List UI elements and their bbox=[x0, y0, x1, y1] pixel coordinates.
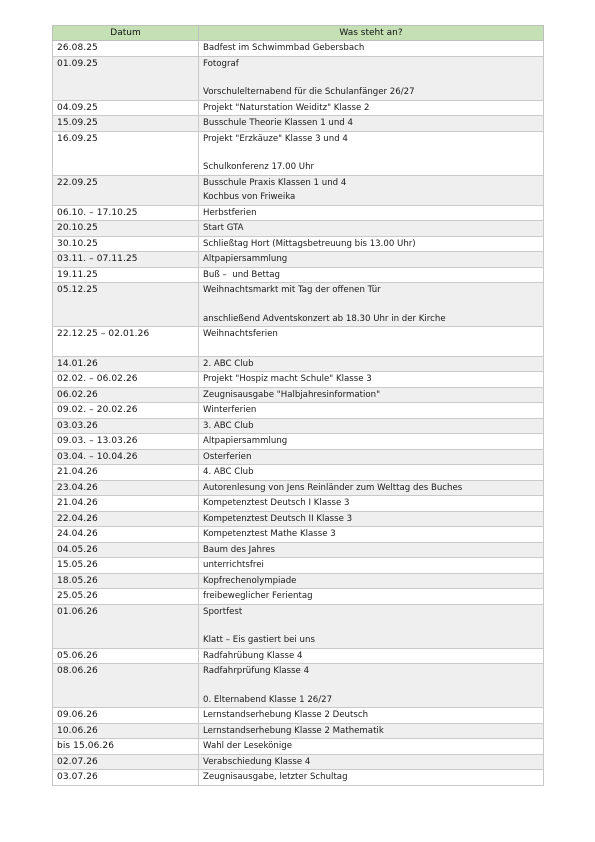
event-line: 3. ABC Club bbox=[203, 420, 254, 431]
event-line-spacer bbox=[203, 619, 539, 633]
event-line-spacer bbox=[203, 146, 539, 160]
event-cell bbox=[199, 465, 544, 481]
event-cell bbox=[199, 770, 544, 786]
event-line: Projekt "Erzkäuze" Klasse 3 und 4 bbox=[203, 133, 348, 144]
date-cell: 06.02.26 bbox=[53, 387, 199, 403]
event-cell bbox=[199, 100, 544, 116]
table-row bbox=[53, 131, 544, 175]
event-line: anschließend Adventskonzert ab 18.30 Uhr in der Kirche bbox=[203, 313, 446, 324]
event-line: Lernstandserhebung Klasse 2 Mathematik bbox=[203, 725, 384, 736]
date-cell: 18.05.26 bbox=[53, 573, 199, 589]
event-cell bbox=[199, 542, 544, 558]
schedule-body bbox=[53, 41, 544, 786]
date-cell: 02.07.26 bbox=[53, 754, 199, 770]
table-row bbox=[53, 542, 544, 558]
date-cell: 01.09.25 bbox=[53, 56, 199, 100]
date-cell: 09.06.26 bbox=[53, 708, 199, 724]
event-cell bbox=[199, 449, 544, 465]
event-cell bbox=[199, 664, 544, 708]
event-line: Zeugnisausgabe "Halbjahresinformation" bbox=[203, 389, 381, 400]
event-cell bbox=[199, 327, 544, 357]
table-row bbox=[53, 327, 544, 357]
table-row bbox=[53, 573, 544, 589]
event-line-spacer bbox=[203, 679, 539, 693]
event-cell bbox=[199, 739, 544, 755]
event-line: Fotograf bbox=[203, 58, 239, 69]
table-row bbox=[53, 754, 544, 770]
date-cell: 03.04. – 10.04.26 bbox=[53, 449, 199, 465]
date-cell: 21.04.26 bbox=[53, 496, 199, 512]
event-cell bbox=[199, 131, 544, 175]
event-line: Weihnachtsferien bbox=[203, 329, 278, 339]
table-row bbox=[53, 527, 544, 543]
event-line-spacer bbox=[203, 71, 539, 85]
table-row bbox=[53, 434, 544, 450]
table-row bbox=[53, 205, 544, 221]
event-line: Radfahrprüfung Klasse 4 bbox=[203, 666, 310, 676]
event-line-spacer bbox=[203, 342, 539, 356]
date-cell: 22.09.25 bbox=[53, 175, 199, 205]
event-cell bbox=[199, 527, 544, 543]
event-line: 4. ABC Club bbox=[203, 467, 254, 477]
event-cell bbox=[199, 175, 544, 205]
table-row bbox=[53, 356, 544, 372]
date-cell: 09.03. – 13.03.26 bbox=[53, 434, 199, 450]
table-row bbox=[53, 221, 544, 237]
event-line: Kompetenztest Deutsch I Klasse 3 bbox=[203, 498, 350, 508]
event-cell bbox=[199, 283, 544, 327]
event-line: Busschule Praxis Klassen 1 und 4 bbox=[203, 177, 347, 188]
date-cell: 23.04.26 bbox=[53, 480, 199, 496]
table-row bbox=[53, 116, 544, 132]
event-line: Baum des Jahres bbox=[203, 544, 276, 555]
event-cell bbox=[199, 434, 544, 450]
event-line: freibeweglicher Ferientag bbox=[203, 591, 313, 601]
date-cell: 16.09.25 bbox=[53, 131, 199, 175]
table-row bbox=[53, 403, 544, 419]
event-line: 2. ABC Club bbox=[203, 358, 254, 369]
event-line: Autorenlesung von Jens Reinländer zum Welttag des Buches bbox=[203, 482, 463, 493]
event-line: Lernstandserhebung Klasse 2 Deutsch bbox=[203, 710, 369, 720]
date-cell: 15.05.26 bbox=[53, 558, 199, 574]
table-row bbox=[53, 465, 544, 481]
date-cell: 05.12.25 bbox=[53, 283, 199, 327]
event-line: 0. Elternabend Klasse 1 26/27 bbox=[203, 694, 333, 705]
table-row bbox=[53, 739, 544, 755]
event-cell bbox=[199, 648, 544, 664]
date-cell: 05.06.26 bbox=[53, 648, 199, 664]
date-cell: 01.06.26 bbox=[53, 604, 199, 648]
event-line: Kochbus von Friweika bbox=[203, 192, 296, 202]
event-cell bbox=[199, 372, 544, 388]
event-cell bbox=[199, 418, 544, 434]
table-row bbox=[53, 267, 544, 283]
date-cell: 03.03.26 bbox=[53, 418, 199, 434]
table-row bbox=[53, 56, 544, 100]
table-row bbox=[53, 770, 544, 786]
date-cell: 30.10.25 bbox=[53, 236, 199, 252]
event-line: Buß – und Bettag bbox=[203, 269, 280, 280]
date-cell: 14.01.26 bbox=[53, 356, 199, 372]
table-row bbox=[53, 449, 544, 465]
table-row bbox=[53, 708, 544, 724]
date-cell: 02.02. – 06.02.26 bbox=[53, 372, 199, 388]
event-cell bbox=[199, 589, 544, 605]
table-row bbox=[53, 604, 544, 648]
table-row bbox=[53, 511, 544, 527]
event-line: Osterferien bbox=[203, 451, 252, 462]
event-line: Altpapiersammlung bbox=[203, 436, 288, 446]
event-cell bbox=[199, 496, 544, 512]
date-cell: 26.08.25 bbox=[53, 41, 199, 57]
table-row bbox=[53, 496, 544, 512]
table-row bbox=[53, 558, 544, 574]
table-row bbox=[53, 252, 544, 268]
date-cell: 04.09.25 bbox=[53, 100, 199, 116]
event-line: Verabschiedung Klasse 4 bbox=[203, 756, 311, 767]
event-line: Altpapiersammlung bbox=[203, 254, 288, 264]
table-row bbox=[53, 723, 544, 739]
event-line: Projekt "Naturstation Weiditz" Klasse 2 bbox=[203, 102, 370, 113]
event-cell bbox=[199, 573, 544, 589]
event-cell bbox=[199, 558, 544, 574]
header-event: Was steht an? bbox=[199, 26, 544, 41]
table-row bbox=[53, 283, 544, 327]
event-cell bbox=[199, 236, 544, 252]
event-line: Projekt "Hospiz macht Schule" Klasse 3 bbox=[203, 374, 372, 384]
event-line: Sportfest bbox=[203, 606, 243, 617]
event-cell bbox=[199, 356, 544, 372]
event-cell bbox=[199, 41, 544, 57]
event-cell bbox=[199, 511, 544, 527]
table-row bbox=[53, 236, 544, 252]
table-header-row bbox=[53, 26, 544, 41]
date-cell: 19.11.25 bbox=[53, 267, 199, 283]
event-line: unterrichtsfrei bbox=[203, 560, 264, 570]
event-line: Zeugnisausgabe, letzter Schultag bbox=[203, 772, 348, 782]
event-cell bbox=[199, 403, 544, 419]
date-cell: 22.12.25 – 02.01.26 bbox=[53, 327, 199, 357]
table-row bbox=[53, 41, 544, 57]
table-row bbox=[53, 100, 544, 116]
event-cell bbox=[199, 708, 544, 724]
date-cell: 03.07.26 bbox=[53, 770, 199, 786]
date-cell: 25.05.26 bbox=[53, 589, 199, 605]
date-cell: 24.04.26 bbox=[53, 527, 199, 543]
date-cell: 22.04.26 bbox=[53, 511, 199, 527]
date-cell: 20.10.25 bbox=[53, 221, 199, 237]
table-row bbox=[53, 664, 544, 708]
event-cell bbox=[199, 723, 544, 739]
table-row bbox=[53, 589, 544, 605]
event-cell bbox=[199, 221, 544, 237]
event-line: Klatt – Eis gastiert bei uns bbox=[203, 635, 315, 645]
event-cell bbox=[199, 754, 544, 770]
event-cell bbox=[199, 116, 544, 132]
event-line: Herbstferien bbox=[203, 207, 257, 218]
event-line: Start GTA bbox=[203, 223, 244, 233]
event-cell bbox=[199, 387, 544, 403]
event-line: Weihnachtsmarkt mit Tag der offenen Tür bbox=[203, 285, 381, 295]
event-line: Schließtag Hort (Mittagsbetreuung bis 13.00 Uhr) bbox=[203, 238, 416, 249]
table-row bbox=[53, 387, 544, 403]
event-line: Badfest im Schwimmbad Gebersbach bbox=[203, 43, 365, 53]
event-cell bbox=[199, 604, 544, 648]
event-cell bbox=[199, 267, 544, 283]
date-cell: 06.10. – 17.10.25 bbox=[53, 205, 199, 221]
date-cell: 04.05.26 bbox=[53, 542, 199, 558]
table-row bbox=[53, 480, 544, 496]
table-row bbox=[53, 648, 544, 664]
event-line: Kompetenztest Deutsch II Klasse 3 bbox=[203, 513, 353, 524]
event-line: Busschule Theorie Klassen 1 und 4 bbox=[203, 118, 353, 128]
date-cell: 10.06.26 bbox=[53, 723, 199, 739]
date-cell: 21.04.26 bbox=[53, 465, 199, 481]
event-line: Radfahrübung Klasse 4 bbox=[203, 650, 303, 661]
date-cell: 08.06.26 bbox=[53, 664, 199, 708]
event-line: Kopfrechenolympiade bbox=[203, 575, 297, 586]
table-row bbox=[53, 372, 544, 388]
event-line: Wahl der Lesekönige bbox=[203, 741, 292, 751]
event-line: Vorschulelternabend für die Schulanfänger 26/27 bbox=[203, 87, 415, 97]
header-date: Datum bbox=[53, 26, 199, 41]
date-cell: 15.09.25 bbox=[53, 116, 199, 132]
event-line: Schulkonferenz 17.00 Uhr bbox=[203, 162, 315, 172]
event-cell bbox=[199, 205, 544, 221]
event-line: Kompetenztest Mathe Klasse 3 bbox=[203, 529, 336, 539]
date-cell: 09.02. – 20.02.26 bbox=[53, 403, 199, 419]
event-line: Winterferien bbox=[203, 405, 257, 415]
date-cell: bis 15.06.26 bbox=[53, 739, 199, 755]
table-row bbox=[53, 175, 544, 205]
date-cell: 03.11. – 07.11.25 bbox=[53, 252, 199, 268]
event-cell bbox=[199, 56, 544, 100]
event-line-spacer bbox=[203, 298, 539, 312]
schedule-table bbox=[52, 25, 544, 786]
event-cell bbox=[199, 480, 544, 496]
table-row bbox=[53, 418, 544, 434]
event-cell bbox=[199, 252, 544, 268]
